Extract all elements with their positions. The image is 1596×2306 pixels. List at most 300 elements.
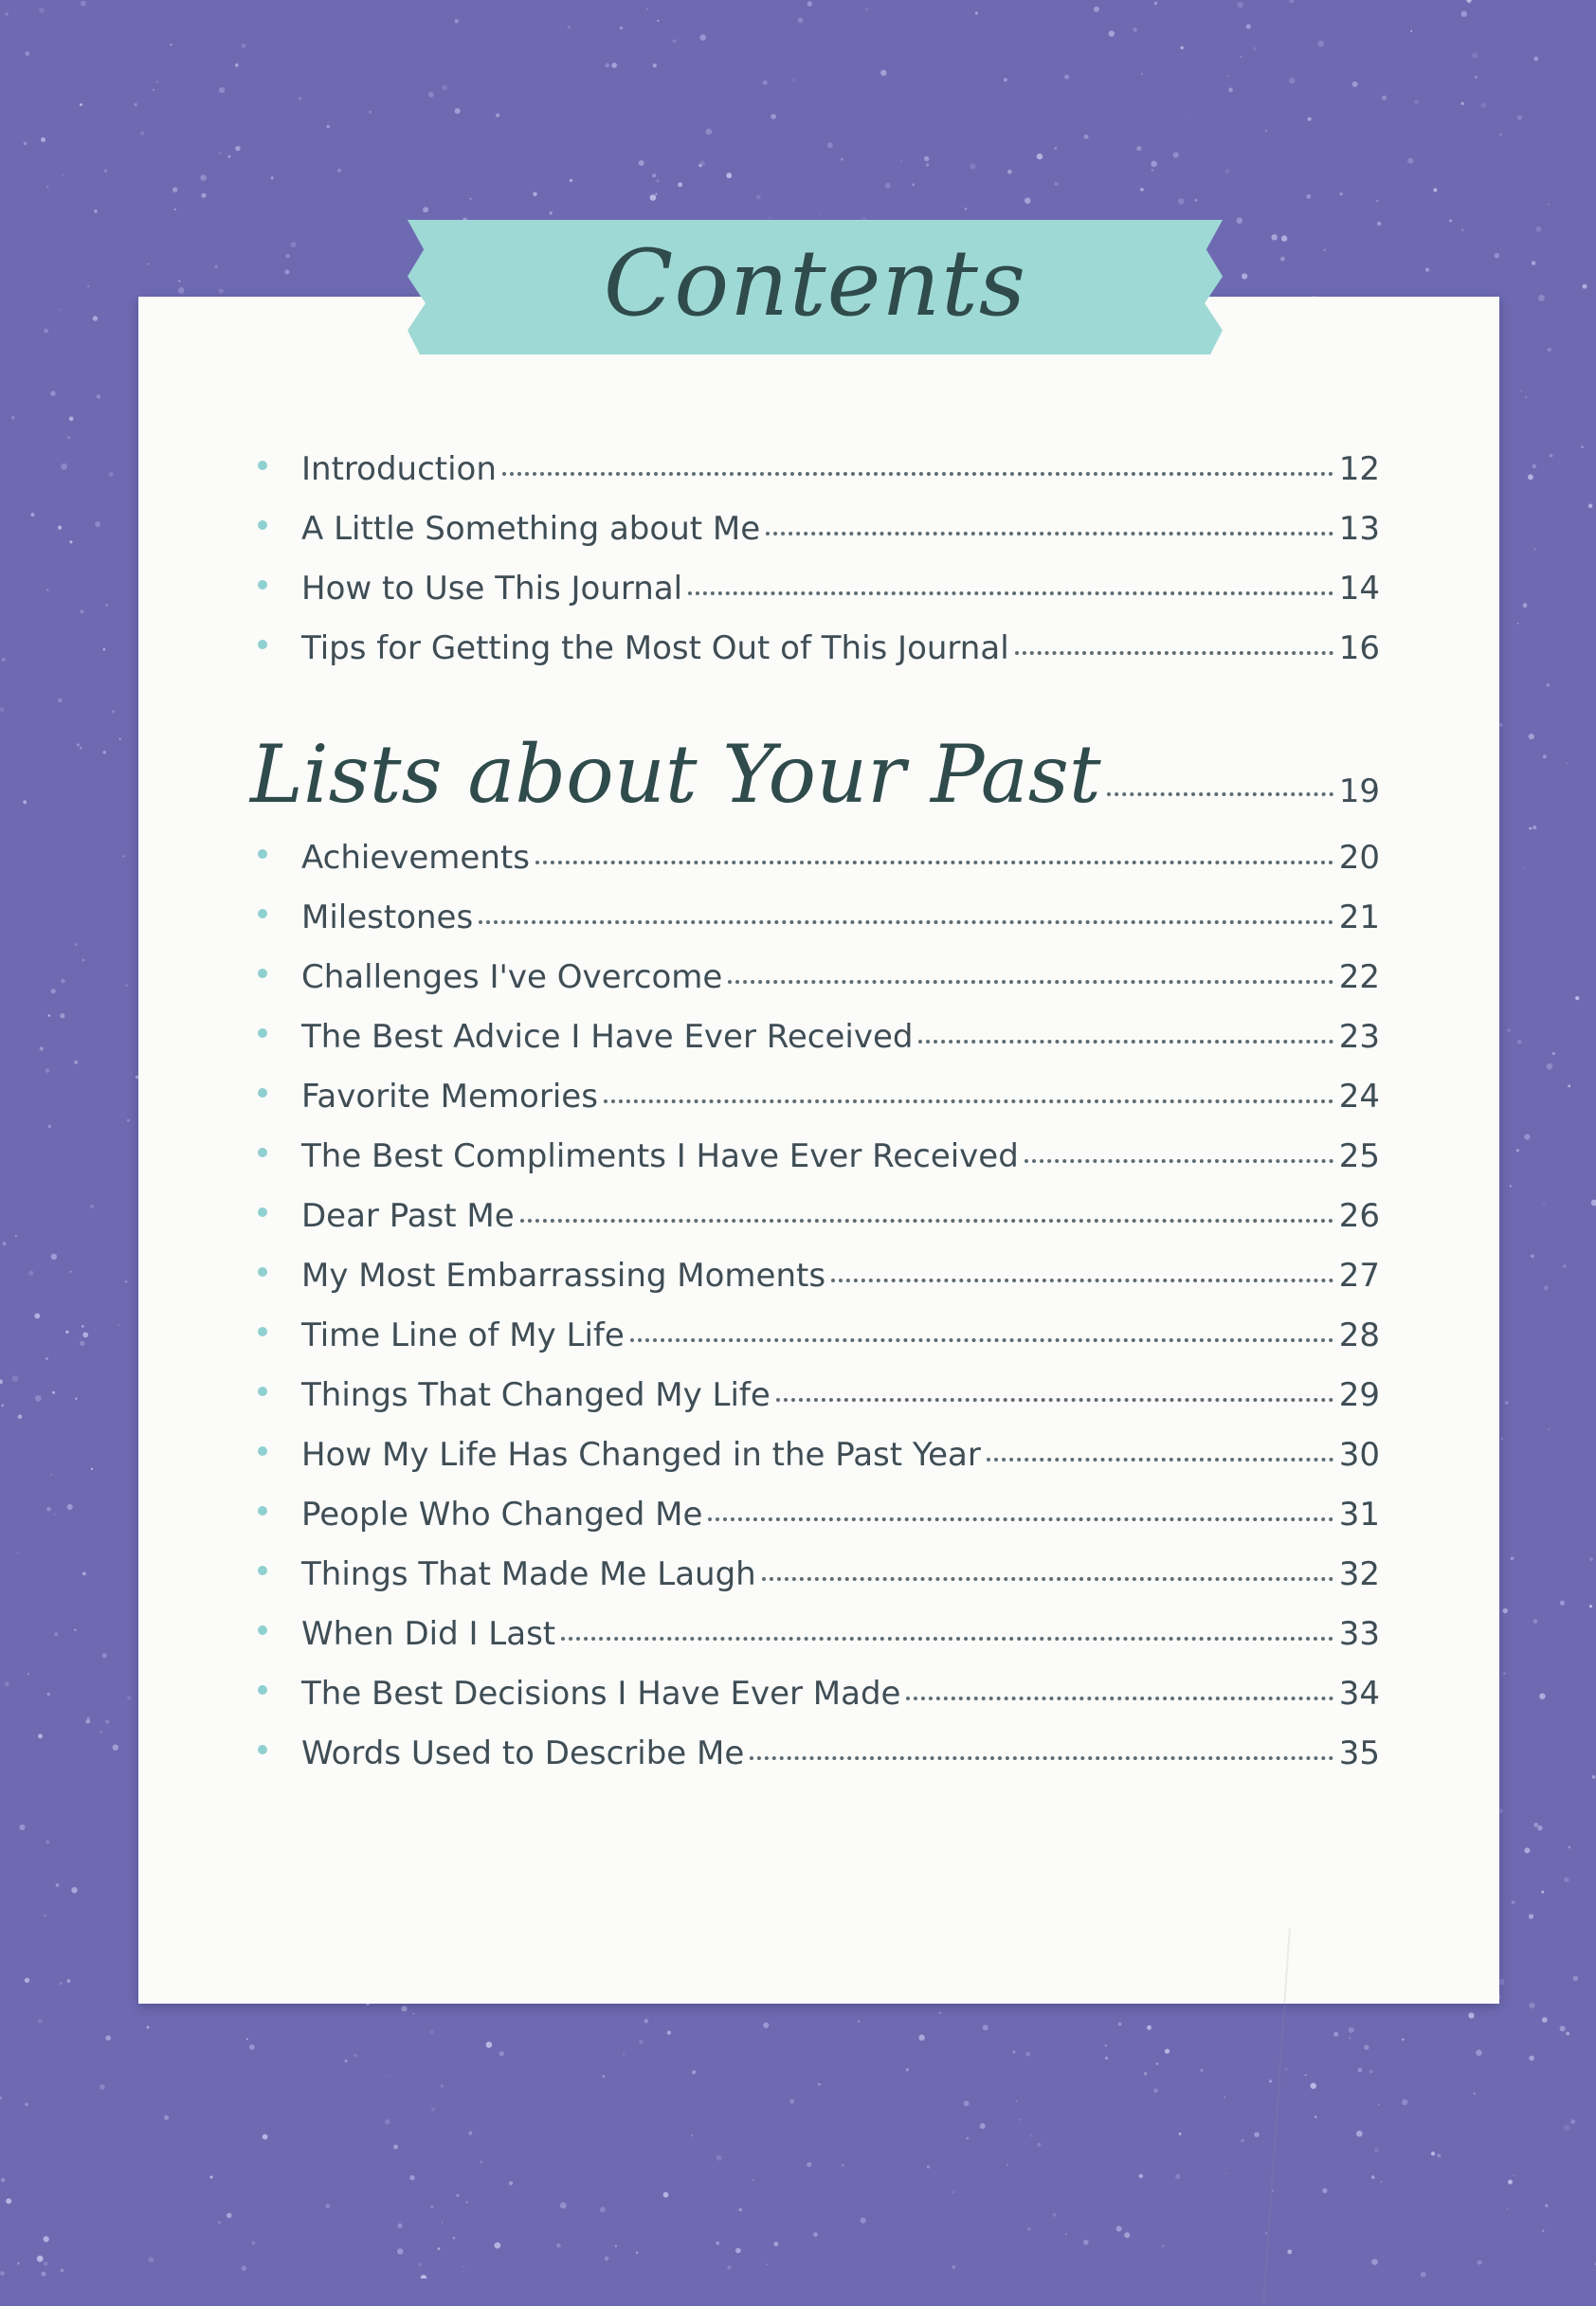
speckle	[1226, 75, 1228, 77]
speckle	[397, 2248, 403, 2254]
speckle	[1030, 2134, 1032, 2136]
toc-entry-page: 23	[1338, 1018, 1380, 1056]
speckle	[1410, 30, 1412, 32]
speckle	[763, 81, 768, 85]
dot-leader	[918, 1040, 1333, 1044]
speckle	[611, 63, 617, 68]
speckle	[486, 2042, 493, 2048]
speckle	[1369, 2070, 1373, 2074]
speckle	[54, 1632, 58, 1636]
speckle	[667, 2031, 671, 2035]
speckle	[1501, 1438, 1504, 1441]
speckle	[550, 211, 553, 214]
toc-entry-label: Words Used to Describe Me	[301, 1734, 745, 1772]
speckle	[1165, 2049, 1170, 2054]
speckle	[1543, 1204, 1545, 1206]
dot-leader	[831, 1279, 1333, 1282]
speckle	[385, 2119, 390, 2125]
speckle	[60, 1982, 63, 1985]
toc-entry-page: 26	[1338, 1197, 1380, 1235]
toc-entry[interactable]	[258, 1734, 1380, 1782]
speckle	[1109, 30, 1115, 36]
speckle	[1533, 1619, 1538, 1624]
speckle	[1548, 348, 1551, 352]
speckle	[47, 1693, 50, 1696]
toc-entry[interactable]	[258, 1496, 1380, 1543]
speckle	[1533, 826, 1536, 829]
speckle	[149, 2257, 154, 2262]
speckle	[1140, 188, 1144, 191]
speckle	[1510, 1185, 1512, 1187]
speckle	[1065, 2233, 1068, 2236]
speckle	[397, 2224, 402, 2228]
speckle	[1505, 1401, 1509, 1405]
speckle	[125, 985, 128, 988]
bullet-icon	[258, 461, 267, 470]
speckle	[1478, 2261, 1482, 2265]
speckle	[967, 2137, 970, 2140]
speckle	[1529, 2056, 1534, 2061]
speckle	[1376, 200, 1378, 202]
dot-leader	[987, 1458, 1333, 1462]
speckle	[46, 1507, 51, 1512]
speckle	[1308, 118, 1312, 121]
speckle	[38, 1734, 43, 1738]
speckle	[1154, 2, 1157, 5]
speckle	[219, 87, 225, 93]
toc-entry-page: 33	[1338, 1615, 1380, 1653]
toc-entry-label: The Best Compliments I Have Ever Received	[301, 1137, 1019, 1175]
speckle	[119, 738, 121, 740]
speckle	[412, 2013, 414, 2015]
speckle	[1280, 257, 1285, 262]
speckle	[1433, 188, 1437, 191]
speckle	[556, 2243, 561, 2248]
dot-leader	[479, 920, 1333, 924]
speckle	[337, 169, 341, 172]
speckle	[28, 1271, 33, 1276]
speckle	[67, 1979, 71, 1983]
speckle	[74, 1629, 76, 1631]
speckle	[1340, 192, 1343, 195]
speckle	[1421, 2272, 1426, 2278]
speckle	[39, 8, 45, 13]
speckle	[1512, 1900, 1515, 1904]
speckle	[1315, 2115, 1316, 2117]
speckle	[271, 176, 274, 179]
speckle	[1507, 2208, 1509, 2210]
speckle	[82, 1572, 86, 1576]
speckle	[284, 269, 289, 274]
toc-entry-label: When Did I Last	[301, 1615, 556, 1653]
speckle	[964, 2100, 970, 2106]
speckle	[818, 2083, 821, 2086]
speckle	[1007, 170, 1012, 174]
dot-leader	[630, 1338, 1333, 1342]
dot-leader	[1107, 792, 1333, 796]
toc-entry-page: 14	[1338, 570, 1380, 608]
dot-leader	[502, 472, 1333, 476]
speckle	[766, 2263, 768, 2265]
speckle	[1054, 182, 1059, 187]
toc-entry-label: Challenges I've Overcome	[301, 958, 723, 996]
speckle	[560, 2203, 567, 2209]
bullet-icon	[258, 1088, 267, 1098]
toc-entry-tips[interactable]	[258, 629, 1380, 677]
dot-leader	[766, 532, 1333, 536]
speckle	[1228, 88, 1233, 93]
speckle	[45, 1068, 50, 1073]
speckle	[401, 2006, 407, 2011]
speckle	[1139, 2174, 1143, 2178]
speckle	[1349, 2027, 1354, 2033]
speckle	[109, 472, 114, 477]
speckle	[858, 2021, 860, 2023]
speckle	[1533, 548, 1536, 551]
speckle	[1289, 0, 1294, 3]
speckle	[1116, 2226, 1122, 2232]
toc-entry[interactable]	[258, 1555, 1380, 1603]
toc-entry[interactable]	[258, 1018, 1380, 1065]
speckle	[1517, 116, 1522, 120]
speckle	[1037, 2143, 1041, 2147]
bullet-icon	[258, 1028, 267, 1038]
speckle	[650, 194, 657, 201]
toc-entry-page: 28	[1338, 1316, 1380, 1354]
speckle	[127, 1119, 130, 1122]
speckle	[735, 2248, 741, 2254]
speckle	[45, 1841, 49, 1844]
speckle	[235, 64, 239, 67]
speckle	[67, 436, 70, 439]
speckle	[456, 2194, 459, 2197]
speckle	[600, 2206, 606, 2212]
speckle	[1371, 2175, 1375, 2179]
speckle	[1414, 100, 1419, 104]
speckle	[242, 2266, 246, 2271]
bullet-icon	[258, 1566, 267, 1575]
toc-entry-page: 24	[1338, 1078, 1380, 1116]
toc-entry-label: My Most Embarrassing Moments	[301, 1257, 826, 1295]
speckle	[980, 2123, 986, 2129]
toc-entry-about-me[interactable]	[258, 510, 1380, 557]
speckle	[1524, 867, 1526, 869]
toc-entry-label: Favorite Memories	[301, 1078, 598, 1116]
speckle	[1118, 2023, 1122, 2026]
speckle	[727, 2265, 731, 2269]
speckle	[1053, 2213, 1057, 2217]
speckle	[509, 2181, 513, 2185]
speckle	[61, 979, 65, 984]
speckle	[918, 2035, 924, 2041]
speckle	[219, 152, 222, 154]
speckle	[1495, 253, 1499, 258]
dot-leader	[750, 1756, 1333, 1760]
speckle	[74, 1061, 78, 1064]
speckle	[1533, 57, 1538, 62]
toc-entry[interactable]	[258, 1316, 1380, 1364]
speckle	[1461, 11, 1467, 17]
speckle	[291, 242, 297, 247]
speckle	[393, 2145, 398, 2150]
speckle	[726, 172, 732, 178]
speckle	[455, 108, 461, 114]
toc-entry-introduction[interactable]	[258, 450, 1380, 498]
toc-entry[interactable]	[258, 1675, 1380, 1722]
speckle	[952, 2265, 956, 2269]
speckle	[1037, 154, 1043, 159]
speckle	[1306, 194, 1311, 199]
speckle	[442, 85, 447, 91]
speckle	[1529, 827, 1532, 830]
speckle	[716, 2242, 719, 2245]
speckle	[655, 193, 657, 195]
speckle	[1548, 204, 1550, 206]
toc-entry-how-to-use[interactable]	[258, 570, 1380, 617]
speckle	[763, 2023, 769, 2028]
speckle	[80, 609, 83, 613]
speckle	[25, 2103, 28, 2107]
speckle	[69, 417, 74, 422]
speckle	[1027, 2227, 1031, 2231]
speckle	[470, 198, 472, 200]
speckle	[1566, 2032, 1569, 2036]
speckle	[58, 309, 60, 311]
speckle	[40, 1046, 44, 1050]
bullet-icon	[258, 1387, 267, 1396]
speckle	[75, 1398, 77, 1400]
speckle	[970, 163, 975, 169]
speckle	[793, 79, 796, 82]
speckle	[0, 1379, 3, 1384]
speckle	[87, 285, 89, 287]
speckle	[657, 20, 659, 22]
speckle	[639, 2041, 643, 2044]
speckle	[1225, 170, 1230, 174]
speckle	[41, 2272, 45, 2277]
speckle	[798, 18, 804, 24]
toc-entry-label: How My Life Has Changed in the Past Year	[301, 1436, 981, 1474]
speckle	[1526, 396, 1528, 398]
speckle	[495, 2242, 501, 2249]
speckle	[48, 1125, 51, 1128]
speckle	[127, 1696, 132, 1700]
toc-entry-page: 30	[1338, 1436, 1380, 1474]
dot-leader	[906, 1697, 1333, 1700]
speckle	[678, 182, 682, 187]
speckle	[468, 2132, 472, 2135]
toc-entry[interactable]	[258, 899, 1380, 946]
speckle	[0, 2097, 2, 2099]
speckle	[1461, 102, 1464, 105]
speckle	[1271, 234, 1277, 240]
speckle	[61, 2269, 64, 2273]
speckle	[442, 2222, 444, 2224]
toc-entry[interactable]	[258, 839, 1380, 886]
bullet-icon	[258, 909, 267, 918]
speckle	[174, 209, 176, 210]
speckle	[1548, 1428, 1550, 1430]
speckle	[652, 173, 656, 177]
speckle	[1237, 2, 1243, 9]
speckle	[210, 2176, 213, 2179]
speckle	[103, 648, 106, 651]
speckle	[1499, 134, 1502, 136]
speckle	[178, 287, 185, 294]
speckle	[1542, 2230, 1544, 2232]
speckle	[71, 1887, 77, 1893]
speckle	[1025, 2052, 1030, 2057]
toc-entry-page: 13	[1338, 510, 1380, 548]
speckle	[423, 207, 428, 212]
speckle	[1378, 2104, 1380, 2106]
speckle	[219, 289, 224, 294]
speckle	[12, 1375, 19, 1382]
speckle	[699, 34, 706, 41]
dot-leader	[535, 861, 1333, 864]
speckle	[1560, 1601, 1565, 1606]
dot-leader	[1015, 651, 1333, 655]
section-page: 19	[1338, 772, 1380, 810]
speckle	[34, 1314, 40, 1319]
speckle	[1181, 46, 1184, 49]
toc-entry[interactable]	[258, 1615, 1380, 1662]
speckle	[1007, 2164, 1008, 2166]
speckle	[653, 64, 657, 67]
speckle	[441, 2084, 444, 2088]
speckle	[1569, 1846, 1571, 1849]
speckle	[615, 2245, 617, 2247]
speckle	[1350, 2037, 1351, 2039]
speckle	[1364, 2044, 1369, 2049]
dot-leader	[762, 1577, 1333, 1581]
speckle	[1287, 2249, 1292, 2254]
toc-entry-page: 29	[1338, 1376, 1380, 1414]
speckle	[1539, 1694, 1545, 1699]
speckle	[1012, 2050, 1015, 2053]
speckle	[438, 2247, 441, 2250]
speckle	[912, 183, 915, 186]
section-title: Lists about Your Past	[250, 728, 1101, 821]
speckle	[1186, 119, 1188, 121]
speckle	[242, 44, 246, 48]
speckle	[965, 208, 968, 210]
speckle	[1425, 268, 1429, 272]
speckle	[263, 2134, 268, 2140]
speckle	[299, 97, 302, 100]
speckle	[5, 12, 9, 16]
speckle	[1473, 2093, 1476, 2096]
dot-leader	[604, 1099, 1333, 1103]
speckle	[602, 2075, 605, 2078]
speckle	[228, 155, 231, 158]
speckle	[30, 513, 34, 517]
toc-entry-label: A Little Something about Me	[301, 510, 761, 548]
bullet-icon	[258, 969, 267, 978]
speckle	[1318, 41, 1325, 47]
toc-entry[interactable]	[258, 1257, 1380, 1304]
speckle	[1589, 1557, 1592, 1560]
speckle	[620, 27, 624, 30]
speckle	[1438, 2153, 1442, 2157]
speckle	[1560, 2025, 1566, 2031]
speckle	[1472, 53, 1478, 59]
speckle	[1333, 2032, 1338, 2037]
speckle	[1153, 2089, 1157, 2093]
toc-entry[interactable]	[258, 1197, 1380, 1244]
speckle	[1323, 248, 1325, 250]
speckle	[1570, 2119, 1575, 2124]
dot-leader	[1025, 1159, 1333, 1163]
toc-entry[interactable]	[258, 1137, 1380, 1185]
bullet-icon	[258, 1625, 267, 1635]
speckle	[699, 161, 705, 167]
speckle	[1402, 2099, 1407, 2105]
bullet-icon	[258, 1685, 267, 1695]
speckle	[75, 943, 78, 946]
toc-entry-page: 20	[1338, 839, 1380, 877]
speckle	[1529, 2003, 1534, 2008]
speckle	[1547, 683, 1551, 687]
speckle	[67, 1504, 73, 1510]
speckle	[56, 1883, 60, 1887]
speckle	[861, 2218, 866, 2224]
toc-entry-label: Achievements	[301, 839, 530, 877]
speckle	[807, 1, 812, 6]
speckle	[17, 2262, 20, 2265]
toc-entry[interactable]	[258, 1376, 1380, 1424]
speckle	[1520, 390, 1522, 392]
toc-entry-label: Things That Changed My Life	[301, 1376, 771, 1414]
speckle	[841, 158, 843, 161]
speckle	[1305, 2074, 1307, 2076]
speckle	[656, 179, 659, 182]
speckle	[1141, 73, 1143, 75]
speckle	[1550, 454, 1553, 458]
speckle	[45, 1357, 48, 1360]
speckle	[102, 1653, 107, 1658]
speckle	[716, 2155, 722, 2161]
toc-entry[interactable]	[258, 958, 1380, 1006]
speckle	[44, 2236, 49, 2242]
speckle	[122, 855, 124, 857]
speckle	[1371, 2259, 1378, 2265]
speckle	[409, 2175, 414, 2180]
speckle	[1536, 227, 1542, 232]
speckle	[153, 89, 154, 91]
toc-entry-page: 12	[1338, 450, 1380, 488]
speckle	[807, 2162, 811, 2167]
speckle	[1173, 152, 1179, 157]
speckle	[369, 111, 372, 114]
speckle	[172, 188, 177, 192]
speckle	[771, 114, 776, 119]
toc-entry[interactable]	[258, 1078, 1380, 1125]
speckle	[1156, 2062, 1159, 2065]
speckle	[1537, 1825, 1542, 1830]
toc-entry[interactable]	[258, 1436, 1380, 1483]
speckle	[1281, 235, 1287, 241]
section-heading-past[interactable]	[250, 728, 1380, 832]
toc-entry-label: People Who Changed Me	[301, 1496, 703, 1534]
speckle	[65, 1331, 68, 1334]
toc-entry-page: 16	[1338, 629, 1380, 667]
speckle	[1194, 199, 1197, 202]
speckle	[605, 64, 609, 68]
speckle	[692, 2070, 696, 2074]
speckle	[880, 70, 886, 76]
speckle	[431, 2108, 435, 2112]
